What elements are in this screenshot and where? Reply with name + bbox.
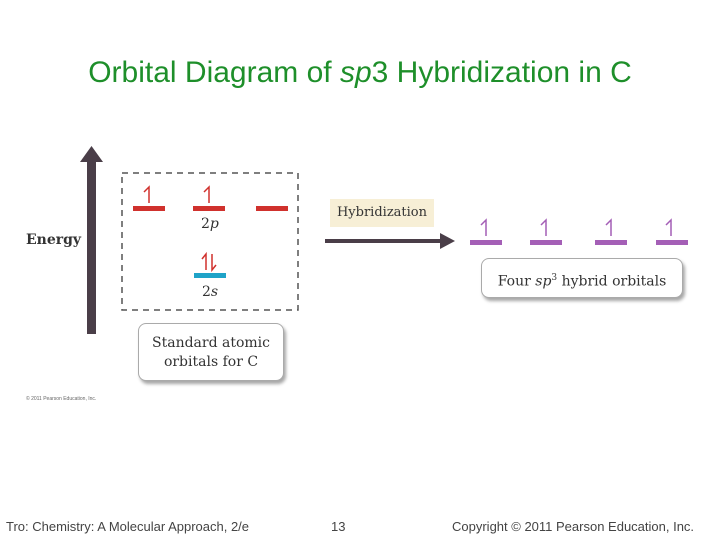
callout-four-sp: sp [535,273,552,290]
callout-hybrid-orbitals [481,258,683,298]
label-2p [201,216,219,232]
label-2p-letter: p [209,216,219,232]
electron-up-arrow-icon [541,220,546,236]
electron-up-arrow-icon [606,220,611,236]
hybrid-orbital-1 [470,220,502,245]
title-sp: sp [339,56,372,89]
hybridization-label: Hybridization [330,199,434,227]
callout-standard-line1: Standard atomic [152,335,270,351]
title-rest: Hybridization in C [388,56,632,89]
callout-four-suffix: hybrid orbitals [557,273,667,290]
electron-up-arrow-icon [202,254,206,270]
electron-up-arrow-icon [144,187,149,203]
electron-up-arrow-icon [666,220,671,236]
energy-axis-arrow [80,146,103,334]
electron-down-arrow-icon [212,254,216,270]
footer-copyright: Copyright © 2011 Pearson Education, Inc. [452,519,695,534]
label-2p-num: 2 [201,216,210,232]
orbital-2s [194,254,226,278]
callout-four-sup: 3 [551,273,558,283]
orbital-2p-1 [133,187,165,211]
label-2s-num: 2 [202,284,211,300]
energy-axis-label: Energy [26,232,82,248]
hybridization-arrow [325,233,455,249]
image-copyright: © 2011 Pearson Education, Inc. [26,396,97,402]
hybrid-orbital-4 [656,220,688,245]
electron-up-arrow-icon [204,187,209,203]
footer-page-number: 13 [331,519,346,534]
hybrid-orbital-3 [595,220,627,245]
title-main: Orbital Diagram of [88,56,340,89]
orbital-2p-3 [256,206,288,211]
label-2s-letter: s [210,284,219,300]
callout-standard-line2: orbitals for C [163,354,259,370]
orbital-2p-2 [193,187,225,211]
callout-standard-orbitals [138,323,284,381]
footer-book-title: Tro: Chemistry: A Molecular Approach, 2/e [6,519,250,534]
title-superscript: 3 [371,56,389,89]
hybrid-orbital-2 [530,220,562,245]
label-2s [202,284,218,300]
callout-four-prefix: Four [497,273,536,290]
electron-up-arrow-icon [481,220,486,236]
